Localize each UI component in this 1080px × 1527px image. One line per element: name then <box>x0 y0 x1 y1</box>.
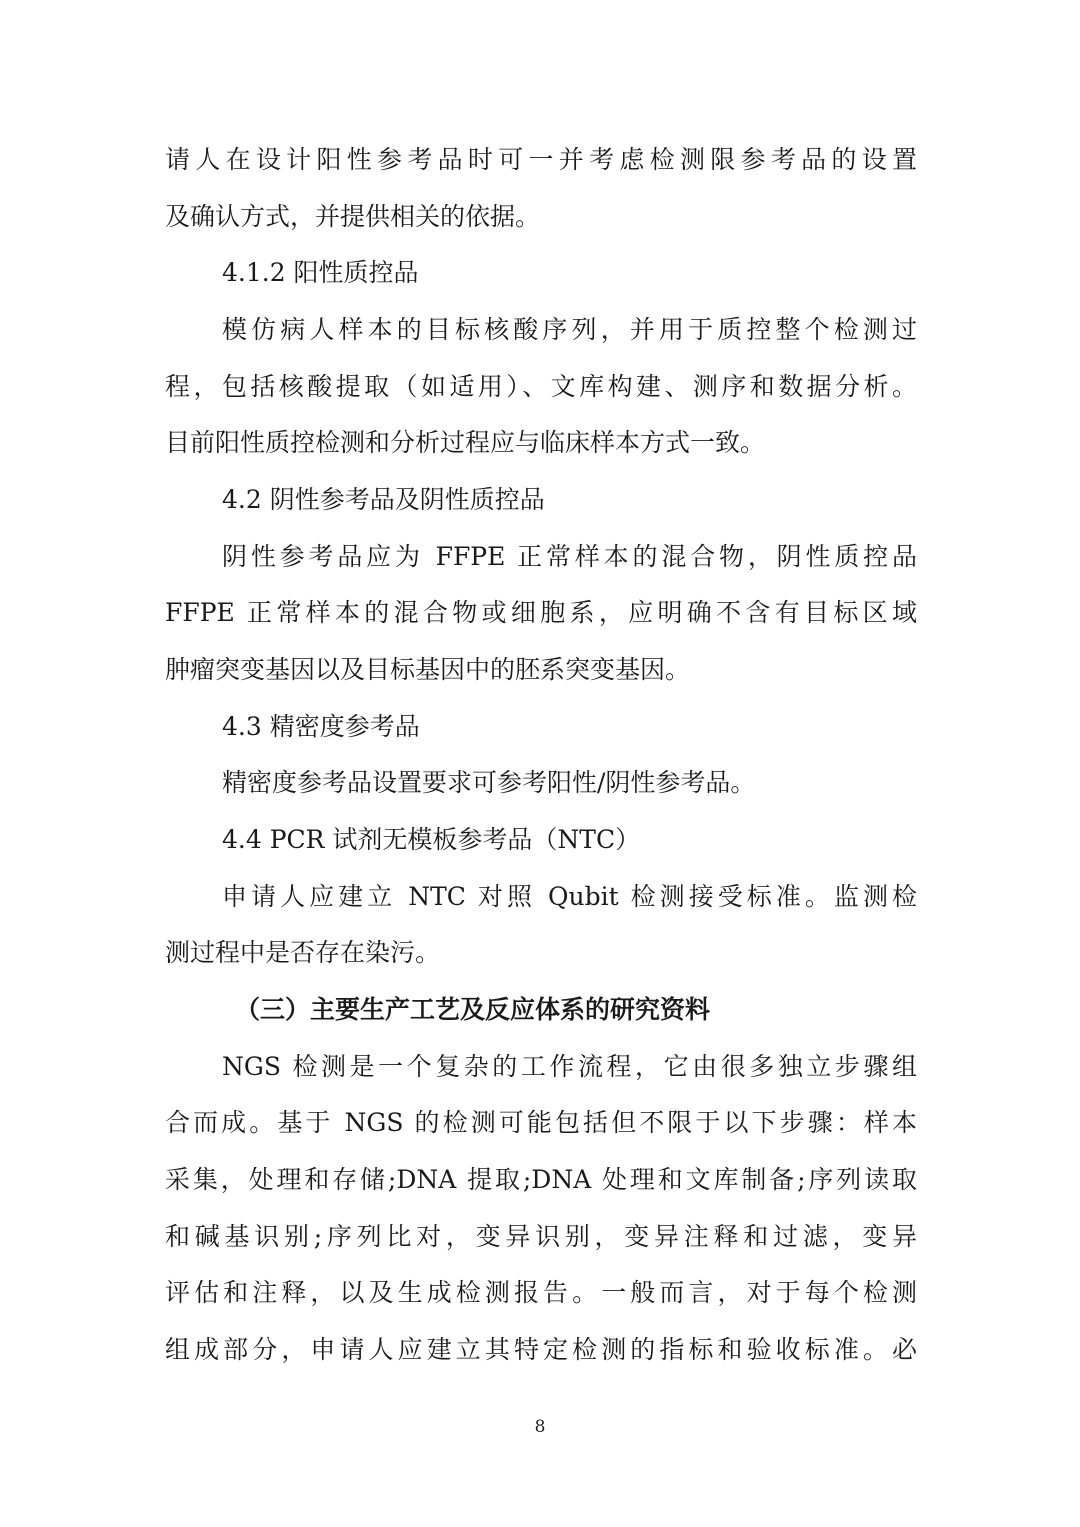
section-heading-4-2: 4.2 阴性参考品及阴性质控品 <box>222 485 545 514</box>
text-line-22: 组成部分，申请人应建立其特定检测的指标和验收标准。必 <box>165 1335 917 1364</box>
text-line-18: 合而成。基于 NGS 的检测可能包括但不限于以下步骤：样本 <box>165 1108 917 1137</box>
text-line-17: NGS 检测是一个复杂的工作流程，它由很多独立步骤组 <box>222 1052 917 1081</box>
text-line-12: 精密度参考品设置要求可参考阳性/阴性参考品。 <box>222 768 756 797</box>
text-line-20: 和碱基识别;序列比对，变异识别，变异注释和过滤，变异 <box>165 1222 917 1251</box>
section-heading-4-3: 4.3 精密度参考品 <box>222 712 420 741</box>
text-line-2: 及确认方式，并提供相关的依据。 <box>165 202 541 231</box>
text-line-14: 申请人应建立 NTC 对照 Qubit 检测接受标准。监测检 <box>222 882 917 911</box>
text-line-15: 测过程中是否存在染污。 <box>165 938 441 967</box>
text-line-1: 请人在设计阳性参考品时可一并考虑检测限参考品的设置 <box>165 145 917 174</box>
text-line-8: 阴性参考品应为 FFPE 正常样本的混合物，阴性质控品 <box>222 542 917 571</box>
text-line-9: FFPE 正常样本的混合物或细胞系，应明确不含有目标区域 <box>165 598 917 627</box>
text-line-5: 程，包括核酸提取（如适用）、文库构建、测序和数据分析。 <box>165 372 917 401</box>
section-heading-4-1-2: 4.1.2 阳性质控品 <box>222 258 419 287</box>
text-line-21: 评估和注释，以及生成检测报告。一般而言，对于每个检测 <box>165 1278 917 1307</box>
text-line-19: 采集，处理和存储;DNA 提取;DNA 处理和文库制备;序列读取 <box>165 1165 917 1194</box>
section-heading-4-4: 4.4 PCR 试剂无模板参考品（NTC） <box>222 825 641 854</box>
section-heading-3: （三）主要生产工艺及反应体系的研究资料 <box>235 995 711 1024</box>
page-number: 8 <box>534 1417 546 1437</box>
text-line-10: 肿瘤突变基因以及目标基因中的胚系突变基因。 <box>165 655 691 684</box>
text-line-6: 目前阳性质控检测和分析过程应与临床样本方式一致。 <box>165 428 766 457</box>
text-line-4: 模仿病人样本的目标核酸序列，并用于质控整个检测过 <box>222 315 917 344</box>
